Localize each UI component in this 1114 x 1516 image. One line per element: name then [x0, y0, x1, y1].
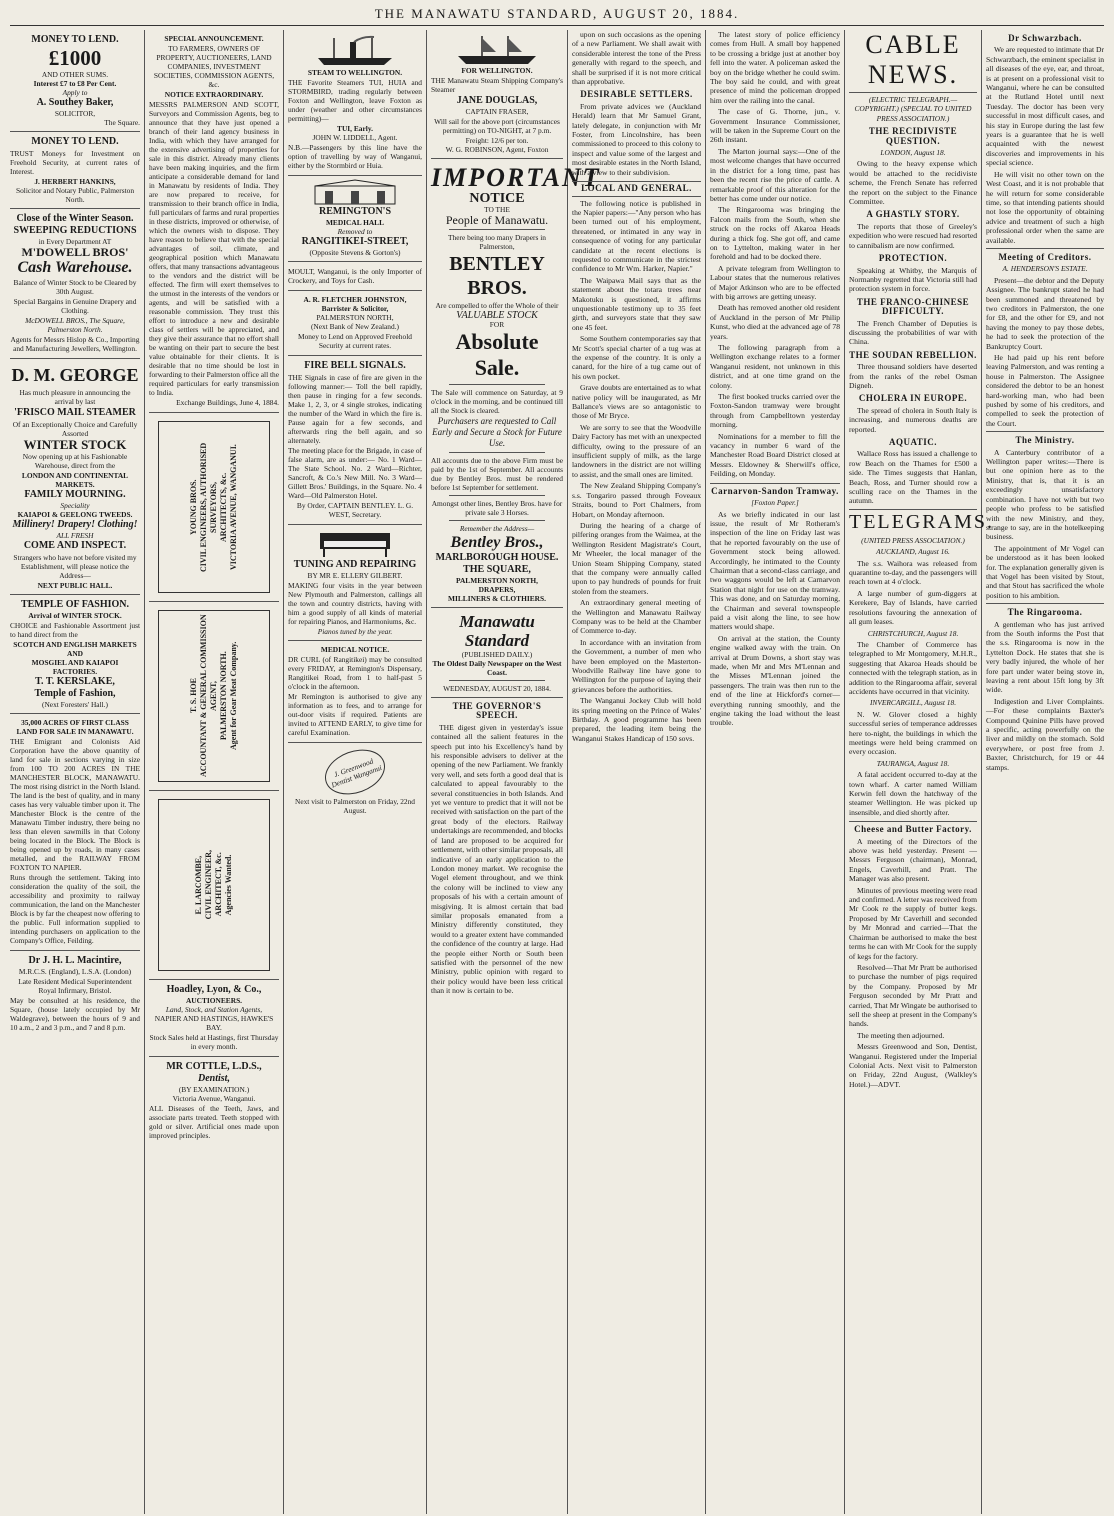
article-continued [572, 30, 701, 743]
item-heading: PROTECTION. [878, 253, 948, 264]
item-dateline: TAURANGA, August 18. [876, 758, 950, 768]
trust-money-ad [10, 132, 140, 209]
local-paragraph: The Marton journal says:—One of the most welcome changes that have occurred in the district for a long time, past has been the recent rise the price of cattle. A remarkable proof of this alteration for the better has come under our notice. [710, 146, 840, 203]
article-heading: DESIRABLE SETTLERS. [580, 89, 693, 100]
ad-title: 35,000 ACRES OF FIRST CLASS LAND FOR SALE IN MANAWATU. [16, 718, 134, 736]
ad-name: REMINGTON'S [318, 206, 392, 217]
card-line: ARCHITECT, &c. [214, 852, 223, 918]
card-line: Agent for Gear Meat Company. [229, 641, 238, 751]
article-heading: Cheese and Butter Factory. [849, 821, 977, 834]
article-body: A gentleman who has just arrived from the South informs the Post that the s.s. Ringarooma is now in the Lyttelton Dock. He states that she is very badly injured, the whole of her fore part under water being stove in, leaving a rent about 15ft long by 3ft wide. [986, 619, 1104, 695]
column-3 [284, 30, 427, 1514]
local-paragraph: The Ringarooma was bringing the Falcon mails from the South, when she struck on the rocks off Akaroa Heads during a thick fog. She got off, and came on to Lyttelton, making water in her forehold and had to be docked there. [710, 205, 840, 262]
item-body: A fatal accident occurred to-day at the town wharf. A carter named William Kerwin fell down the hatchway of the steamer Wellington. He was picked up insensible, and died shortly after. [849, 770, 977, 817]
ad-amount: £1000 [48, 46, 102, 70]
article-heading: Meeting of Creditors. [998, 251, 1092, 262]
ad-agents: Agents for Messrs Hislop & Co., Importing and Manufacturing Jewellers, Wellington. [10, 335, 140, 353]
ad-title: TUNING AND REPAIRING [293, 559, 417, 570]
article-body: THE digest given in yesterday's issue contained all the salient features in the speech put into his Excellency's hand by his responsible advisers to deliver at the opening of the new Parliament. We frankly very well, and sets forth a good deal that is calculated to appeal favourably to the several constituencies in both Islands. And yet we venture to predict that it will not be received with satisfaction on the part of the great body of the electors. Railway undertakings are recommended, and blocks of land are proposed to be acquired for settlement, with other similar proposals, all indicative of an early application to the London money market. We recognise the Vogel element throughout, and we think the colony will be inclined to view any proposals of his with a certain amount of misgiving. It is almost certain that bad similar proposals emanated from a Ministry differently constituted, they would to a greater extent have commanded the confidence of the country at large. Had the people either North or South been satisfied with the personnel of the new Ministry, public opinion with regard to their policy would have been less critical than it now is certain to be. [431, 722, 563, 996]
ad-title: FOR WELLINGTON. [461, 66, 533, 75]
ad-body: TRUST Moneys for Investment on Freehold Security, at current rates of Interest. [10, 149, 140, 176]
ad-nb: N.B.—Passengers by this line have the option of travelling by way of Wanganui, either by the Stormbird or Huia. [288, 143, 422, 170]
column-8 [982, 30, 1108, 1514]
item-dateline: INVERCARGILL, August 18. [869, 698, 957, 708]
column-4 [427, 30, 601, 1514]
ad-body: The meeting place for the Brigade, in case of false alarm, are as under:— No. 1 Ward—The State School. No. 2 Ward—Richter, Sancroft, & Co.'s New Mill. No. 3 Ward—Gillett Bros.' Buildings, in the Square. No. 4 Ward—Old Palmerston Hotel. [288, 446, 422, 500]
article-sub: A. HENDERSON'S ESTATE. [1002, 264, 1088, 274]
ad-line: TUI, Early. [337, 124, 373, 133]
greenwood-ad [288, 743, 422, 820]
item-body: The French Chamber of Deputies is discussing the probabilities of war with China. [849, 318, 977, 347]
column-7 [845, 30, 994, 1514]
telegram-items [849, 547, 977, 1089]
ad-bentley: BENTLEY BROS. [449, 253, 545, 299]
steam-wellington-ad [288, 30, 422, 176]
card-text [194, 850, 234, 919]
ad-palm: PALMERSTON NORTH, [455, 576, 538, 585]
ad-line: KAIAPOI & GEELONG TWEEDS. [17, 510, 133, 519]
column-6 [706, 30, 845, 1514]
card-line: CIVIL ENGINEERS, AUTHORISED SURVEYORS, [199, 442, 218, 572]
item-heading: THE SOUDAN REBELLION. [849, 349, 977, 360]
column-1 [6, 30, 145, 1514]
telegrams-heading: TELEGRAMS. [849, 510, 994, 533]
ad-line: M.R.C.S. (England), L.S.A. (London) [18, 967, 132, 976]
ad-compelled: Are compelled to offer the Whole of their [435, 301, 559, 310]
business-card-frame [158, 610, 270, 782]
paper-date: WEDNESDAY, AUGUST 20, 1884. [443, 684, 551, 693]
ad-body: Special Bargains in Genuine Drapery and Clothing. [13, 297, 137, 315]
governors-speech-article [431, 702, 563, 996]
item-body: The Chamber of Commerce has telegraphed to Mr Montgomery, M.H.R., suggesting that Akaroa Heads should be connected with the telegraph station, as in addition to the Ringarooma affair, several accidents have occurred in that vicinity. [849, 639, 977, 696]
local-paragraph: The Waipawa Mail says that as the statement about the totara trees near Makotuku is questioned, it affirms unquestionable testimony up to 35 feet girth, and surveyors state that they saw one 45 feet. [572, 275, 701, 332]
article-heading: Carnarvon-Sandon Tramway. [710, 483, 840, 496]
ad-line: Stock Sales held at Hastings, first Thursday in every month. [149, 1033, 279, 1051]
ad-line: PALMERSTON NORTH, [316, 313, 394, 322]
card-name: YOUNG BROS. [189, 479, 198, 535]
ad-line: T. T. KERSLAKE, [35, 676, 115, 687]
telegrams-credit: (UNITED PRESS ASSOCIATION.) [861, 535, 965, 545]
ad-square: THE SQUARE, [463, 564, 531, 575]
money-to-lend-ad [10, 30, 140, 132]
ad-body: MESSRS PALMERSON AND SCOTT, Surveyors and Commission Agents, beg to announce that they have just opened a branch of their land agency business in India, with which they have arranged for the extensive advertising of properties for sale in this district. Already many clients have been making inquiries, and the firm anticipate a considerable demand for land in Manawatu by residents of India. They are now prepared to receive, for transmission to their branch office in India, full particulars of farms and rural properties in these districts, improved or otherwise, of which the owners wish to dispose. They have reason to believe that with the special advantages of soil, climate, and geographical position which Manawatu offers, that many transactions advantageous to the vendors and the district will be effected. The firm will exert themselves to the utmost in the interests of the vendors or agents, and will be satisfied with a reasonable commission. They trust this effort to introduce a new and desirable class of settlers will be appreciated, and they give their assurance that no effort shall be wanting on their part to secure the best value obtainable for their clients. It is desirable that no time should be lost in forwarding to their Palmerston office all the required particulars for early transmission to India. [149, 100, 279, 397]
cable-items [849, 127, 977, 506]
ad-notice: NOTICE EXTRAORDINARY. [164, 90, 264, 99]
item-body: Owing to the heavy expense which would be attached to the recidiviste scheme, the French Senate has referred the report on the subject to the Finance Committee. [849, 159, 977, 207]
card-name: T. S. HOE [189, 678, 198, 714]
ad-title: FIRE BELL SIGNALS. [304, 360, 406, 371]
ad-to-the: TO THE [484, 205, 510, 214]
card-name: E. LARCOMBE, [194, 855, 203, 915]
ministry-article [986, 431, 1104, 600]
medical-hall-illustration [305, 180, 405, 206]
ad-name: D. M. GEORGE [11, 365, 139, 385]
ad-title: TEMPLE OF FASHION. [20, 599, 130, 610]
business-card-frame [158, 421, 270, 593]
ad-line: Of an Exceptionally Choice and Carefully Assorted [12, 420, 138, 438]
young-bros-card [149, 413, 279, 602]
card-line: PALMERSTON NORTH. [219, 651, 228, 741]
business-card-frame [158, 799, 270, 971]
article-body: He had paid up his rent before leaving Palmerston, and was renting a house in Palmerston. The Assignee considered the debtor to be an honest hard-working man, who had been pushed by some of his creditors, and compelled to seek the protection of the Court. [986, 353, 1104, 428]
ad-line: May be consulted at his residence, the Square, (house lately occupied by Mr Waldegrave), between the hours of 9 and 10 a.m., 2 and 3 p.m., and 7 and 8 p.m. [10, 996, 140, 1032]
rule [449, 384, 545, 385]
ad-absolute: Absolute Sale. [455, 329, 539, 380]
ad-line: WINTER STOCK [23, 437, 127, 452]
local-paragraph: The case of G. Thorne, jun., v. Government Insurance Commissioner, will be taken in the Supreme Court on the 26th instant. [710, 107, 840, 145]
ad-body: The Sale will commence on Saturday, at 9 o'clock in the morning, and be continued till all the Stock is cleared. [431, 388, 563, 415]
moult-ad [288, 262, 422, 291]
ad-sub: AND OTHER SUMS. [41, 70, 109, 79]
ad-line: Arrival of WINTER STOCK. [28, 611, 122, 620]
ad-name: Hoadley, Lyon, & Co., [166, 984, 262, 995]
fire-bell-ad [288, 356, 422, 525]
ad-captain: CAPTAIN FRASER, [465, 107, 529, 116]
article-heading: The Ministry. [1015, 435, 1075, 446]
ad-drapers: There being too many Drapers in Palmerston, [448, 233, 546, 251]
ad-for: FOR [489, 320, 505, 329]
land-sale-ad [10, 714, 140, 951]
item-body: The spread of cholera in South Italy is increasing, and numerous deaths are reported. [849, 405, 977, 434]
ad-role: Solicitor and Notary Public, Palmerston North. [15, 186, 135, 204]
local-paragraph: We are sorry to see that the Woodville Dairy Factory has met with an unexpected difficulty, owing to the pressure of an insufficient supply of milk, as the large landowners in the district are not willing to assist, and the small ones are limited. [572, 422, 701, 479]
schwarzbach-article [986, 34, 1104, 245]
ad-body: Balance of Winter Stock to be Cleared by 30th August. [13, 278, 137, 296]
ad-horses: Amongst other lines, Bentley Bros. have for private sale 3 Horses. [431, 499, 563, 517]
item-body: Speaking at Whitby, the Marquis of Normanby regretted that Victoria still had protection system in force. [849, 265, 977, 294]
article-heading: The Ringarooma. [1007, 607, 1083, 618]
special-announcement-ad [149, 30, 279, 413]
rule [449, 452, 545, 453]
columns [6, 30, 1108, 1514]
ship-illustration [452, 34, 542, 66]
ad-name: A. Southey Baker, [36, 97, 114, 108]
item-dateline: CHRISTCHURCH, August 18. [867, 628, 959, 638]
jane-douglas-ad [431, 30, 563, 159]
paper-sub: (PUBLISHED DAILY.) [461, 650, 533, 659]
local-paragraph: In accordance with an invitation from the Government, a number of men who have been employed on the Masterton-Woodville Railway line have gone to Wellington for the purpose of laying their grievances before the authorities. [572, 637, 701, 694]
ad-body: Mr Remington is authorised to give any information as to fees, and to arrange for out-door visits if required. Patients are invited to ATTEND EARLY, to give time for careful Examination. [288, 692, 422, 737]
ad-line: Late Resident Medical Superintendent Royal Infirmary, Bristol. [18, 977, 132, 995]
item-body: The reports that those of Greeley's expedition who were rescued had resorted to cannibalism are now confirmed. [849, 221, 977, 250]
ad-agent: JOHN W. LIDDELL, Agent. [312, 133, 398, 142]
ad-line: Strangers who have not before visited my Establishment, will please notice the Address— [13, 553, 137, 580]
ad-place: The Square. [104, 118, 140, 127]
ad-line: RANGITIKEI-STREET, [301, 236, 409, 247]
rule [449, 520, 545, 521]
bentley-sale-ad [431, 159, 601, 608]
dentist-card [319, 742, 392, 803]
ad-name: J. HERBERT HANKINS, [34, 177, 116, 186]
ad-name: A. R. FLETCHER JOHNSTON, [303, 295, 407, 304]
paper-masthead [431, 608, 563, 698]
local-paragraph: The following paragraph from a Wellington exchange relates to a former Wanganui resident, not unknown in this district, and at one time grand on the colony. [710, 343, 840, 390]
ad-foot: Pianos tuned by the year. [317, 627, 393, 636]
article-body: Minutes of previous meeting were read and confirmed. A letter was received from Mr Cook re the supply of butter kegs. Proposed by Mr Caverhill and seconded by Mr Monrad and carried—That the Chairman be authorised to make the best terms he can with Mr Cook for the supply of kegs for the factory. [849, 885, 977, 961]
ad-line: MEDICAL HALL [325, 218, 385, 227]
item-heading: A GHASTLY STORY. [866, 209, 960, 220]
article-heading: LOCAL AND GENERAL. [572, 181, 701, 196]
ad-sign: Exchange Buildings, June 4, 1884. [176, 398, 279, 407]
item-heading: CHOLERA IN EUROPE. [858, 393, 968, 404]
ad-people: People of Manawatu. [445, 213, 549, 227]
ad-line: Millinery! Drapery! Clothing! [12, 519, 138, 530]
ad-head: Close of the Winter Season. [16, 213, 134, 224]
ad-body: THE Emigrant and Colonists Aid Corporation have the above quantity of land for sale in sections varying in size from 100 TO 200 ACRES IN THE MANCHESTER BLOCK, MANAWATU. The most rising district in the North Island. The land is the best of quality, and in many cases has very valuable timber upon it. The Manchester Block is the centre of the Manawatu Timber industry, there being no less than eleven sawmills in that Colony being located in the Block. The Block is being opened up by roads, in many cases metalled, and the RAILWAY FROM FOXTON TO NAPIER. [10, 737, 140, 872]
article-body: A Canterbury contributor of a Wellington paper writes:—There is but one opinion here as to the Ministry, that is, that it is an exceedingly unsatisfactory combination. I have not with but two people who profess to be satisfied with the new Ministry, and they, strange to say, are in the hotelkeeping business. [986, 447, 1104, 542]
item-heading: AQUATIC. [888, 437, 938, 447]
ad-line: (Next Bank of New Zealand.) [310, 322, 400, 331]
article-body: The appointment of Mr Vogel can be understood as it has been looked for. The explanation generally given is that Vogel has been visited by Stout, and that Stout has sacrificed the whole position to his ambition. [986, 543, 1104, 600]
ad-line: CHOICE and Fashionable Assortment just to hand direct from the [10, 621, 140, 639]
ad-line: ALL FRESH [56, 531, 94, 540]
ad-sub: in Every Department AT [38, 237, 112, 246]
ad-valuable: VALUABLE STOCK [456, 310, 538, 321]
article-body: On arrival at the station, the County engine walked away with the train. On arrival at Drum Downs, a short stay was made, when Mr and Mrs M'Lennan and the Misses M'Lennan joined the passengers. The train was then run to the end of the line at Hickford's corner—everything running smoothly, and the engine taking the load without the least trouble. [710, 633, 840, 728]
ad-line: Dentist, [198, 1073, 230, 1084]
ad-title: MEDICAL NOTICE. [320, 645, 390, 654]
card-text [189, 611, 239, 781]
article-body: Present—the debtor and the Deputy Assignee. The bankrupt stated he had been summoned and threatened by two creditors in Palmerston, the one for £8, and the other for £9, and not having the money to pay those debts, he had to seek the protection of the Bankruptcy Court. [986, 275, 1104, 351]
item-body: Wallace Ross has issued a challenge to row Beach on the Thames for £500 a side. The Times suggests that Hanlan, Beach, Ross, and Turner should row a sculling race on the Thames in the autumn. [849, 449, 977, 506]
tuning-ad [288, 525, 422, 641]
ad-line: (BY EXAMINATION.) [178, 1085, 250, 1094]
ad-line: FAMILY MOURNING. [24, 489, 126, 500]
article-body: We are requested to intimate that Dr Schwarzbach, the eminent specialist in all diseases of the eye, ear, and throat, is at present on a professional visit to Wanganui, where he can be consulted at the Rutland Hotel until next Tuesday. The doctor has been very successful in most difficult cases, and his stay in Europe during the last few years is a guarantee that he is well acquainted with the newest discoveries and improvements in his special science. [986, 45, 1104, 168]
ad-body: THE Signals in case of fire are given in the following manner:— Toll the bell rapidly, then pause in ringing for a few seconds. Make 1, 2, 3, or 4 single strokes, indicating the number of the Ward in which the fire is. Pause again for a few seconds, and afterwards ring the bell again, and so alternately. [288, 373, 422, 445]
item-heading: THE FRANCO-CHINESE DIFFICULTY. [856, 296, 970, 317]
rule [449, 229, 545, 230]
larcombe-card [149, 791, 279, 980]
ringarooma-article [986, 603, 1104, 772]
local-continued [710, 30, 840, 728]
article-body: Resolved—That Mr Pratt be authorised to purchase the number of pigs required by the Company. Proposed by Mr Ferguson seconded by Mr Pratt and carried, That Mr Wingate be authorised to sell the sheep at present in the Company's hands. [849, 962, 977, 1029]
ad-line: Has much pleasure in announcing the arrival by last [19, 388, 131, 406]
ad-remember: Remember the Address— [459, 524, 535, 533]
masthead: THE MANAWATU STANDARD, AUGUST 20, 1884. [10, 6, 1104, 26]
ad-body: Will sail for the above port (circumstances permitting) on TO-NIGHT, at 7 p.m. [434, 117, 560, 135]
ad-marlborough: MARLBOROUGH HOUSE. [435, 552, 559, 563]
ad-body: MAKING four visits in the year between New Plymouth and Palmerston, callings all the town and country districts, having with him a good supply of all kinds of material for repairing Pianos, and Harmoniums, &c. [288, 581, 422, 626]
card-line: Agencies Wanted. [224, 854, 233, 916]
article-body: A meeting of the Directors of the above was held yesterday. Present — Messrs Ferguson (chairman), Monrad, Engels, Caverhill, and Pratt. The Manager was also present. [849, 836, 977, 884]
local-paragraph: Some Southern contemporaries say that Mr Scott's special charter of a tug was at the expense of the country. It is only a canard, for the hire of a tug came out of his own pocket. [572, 334, 701, 381]
ad-body: DR CURL (of Rangitikei) may be consulted every FRIDAY, at Remington's Dispensary, Rangitikei Road, from 1 to half-past 5 o'clock in the afternoon. [288, 655, 422, 691]
ad-body: MOULT, Wanganui, is the only Importer of Crockery, and Toys for Cash. [288, 267, 422, 285]
cable-credit: (ELECTRIC TELEGRAPH.—COPYRIGHT.) (SPECIAL TO UNITED PRESS ASSOCIATION.) [854, 95, 972, 123]
ad-line: AUCTIONEERS. [185, 996, 243, 1005]
ad-interest: Interest £7 to £8 Per Cent. [33, 79, 117, 88]
paper-title: Manawatu Standard [459, 612, 535, 650]
ad-line: (Next Foresters' Hall.) [42, 700, 108, 709]
ad-line: ALL Diseases of the Teeth, Jaws, and associate parts treated. Teeth stopped with gold or silver. Artificial ones made upon improved principles. [149, 1104, 279, 1140]
ad-line: LONDON AND CONTINENTAL MARKETS. [21, 471, 129, 489]
johnston-ad [288, 291, 422, 356]
creditors-article [986, 248, 1104, 428]
ad-line: 'FRISCO MAIL STEAMER [14, 407, 136, 418]
ad-title: MONEY TO LEND. [31, 136, 119, 147]
ad-line: Now opening up at his Fashionable Warehouse, direct from the [22, 452, 128, 470]
remington-ad [288, 176, 422, 262]
ad-ship: JANE DOUGLAS, [456, 95, 538, 106]
steamer-illustration [310, 34, 400, 68]
ad-name: M'DOWELL BROS' [21, 245, 129, 259]
ad-line: Money to Lend on Approved Freehold Security at current rates. [298, 332, 412, 350]
ad-sweeping: SWEEPING REDUCTIONS [13, 225, 137, 236]
ad-by: BY MR E. ELLERY GILBERT. [307, 571, 403, 580]
item-body: The s.s. Waihora was released from quarantine to-day, and the passengers will reach town at 4 o'clock. [849, 558, 977, 587]
temple-of-fashion-ad [10, 595, 140, 714]
cottle-ad [149, 1057, 279, 1145]
ad-line: Victoria Avenue, Wanganui. [172, 1094, 256, 1103]
ad-line: NEXT PUBLIC HALL. [37, 581, 113, 590]
ad-sign: By Order, CAPTAIN BENTLEY. L. G. WEST, Secretary. [296, 501, 414, 519]
article-body: Indigestion and Liver Complaints.—For these complaints Baxter's Compound Quinine Pills have proved a specific, acting powerfully on the liver and mildly on the stomach. Sold everywhere, or post free from J. Baxter, Christchurch, for 19 or 44 stamps. [986, 696, 1104, 772]
card-line: ARCHITECTS, &c. [219, 472, 228, 542]
local-paragraph: Nominations for a member to fill the vacancy in number 6 ward of the Manchester Road Board District closed at Messrs. Eldowney & Sherwill's office, Feilding, on Monday. [710, 431, 840, 479]
column-5 [568, 30, 706, 1514]
local-paragraph: The Wanganui Jockey Club will hold its spring meeting on the Prince of Wales' Birthday. A good programme has been prepared, the leading item being the Wanganui Stakes Handicap of 150 sovs. [572, 696, 701, 743]
ad-agent: W. G. ROBINSON, Agent, Foxton [445, 145, 549, 154]
local-paragraph: During the hearing of a charge of pilfering oranges from the Waimea, at the Wellington Resident Magistrate's Court, Mr Wheeler, the local manager of the Union Steam Shipping Company, stated that the company were annually called upon to pay hundreds of pounds for fruit stolen from the steamers. [572, 520, 701, 596]
card-line: VICTORIA AVENUE, WANGANUI. [229, 444, 238, 570]
item-body: A large number of gum-diggers at Kerekere, Bay of Islands, have carried resolutions favouring the annexation of all gum leases. [849, 588, 977, 627]
article-body: As we briefly indicated in our last issue, the result of Mr Rotheram's inspection of the line on Friday last was that he reported favourably on the use of Government stock being allowed. Accordingly, he intimated to the County Chairman that a second-class carriage, and two waggons would be left at Carnarvon Station that night for use on the tramway. This was done, and on Saturday morning, the Chairman and several townspeople paid a visit along the line, to see how matters would shape. [710, 509, 840, 632]
card-text [189, 422, 239, 592]
mcdowell-ad [10, 209, 140, 359]
ad-purchasers: Purchasers are requested to Call Early and Secure a Stock for Future Use. [432, 416, 562, 448]
item-body: N. W. Glover closed a highly successful series of temperance addresses here to-night, the buildings in which the meetings were held being crammed on every occasion. [849, 709, 977, 757]
local-paragraph: Death has removed another old resident of Auckland in the person of Mr Philip Kunst, who died at the advanced age of 78 years. [710, 303, 840, 341]
hoadley-ad [149, 980, 279, 1057]
ad-line: NAPIER AND HASTINGS, HAWKE'S BAY. [154, 1014, 274, 1032]
paper-oldest: The Oldest Daily Newspaper on the West Coast. [432, 659, 562, 677]
ad-sign: McDOWELL BROS., The Square, Palmerston North. [25, 316, 125, 334]
piano-illustration [310, 529, 400, 559]
local-paragraph: The following notice is published in the Napier papers:—"Any person who has been turned out of his employment, threatened, or intimated in any way in consequence of voting for any particular candidate at the recent elections is requested to communicate in the strictest confidence to Mr Wm. Harker, Napier." [572, 198, 701, 274]
ad-line: (Opposite Stevens & Gorton's) [309, 248, 401, 257]
ad-cash: Cash Warehouse. [17, 259, 133, 276]
local-paragraph: Grave doubts are entertained as to what native policy will be inaugurated, as Mr Ballance's views are so antagonistic to those of Mr Bryce. [572, 383, 701, 421]
george-ad [10, 359, 140, 595]
card-line: CIVIL ENGINEER, [204, 850, 213, 920]
ad-line: COME AND INSPECT. [23, 540, 127, 551]
article-body: The meeting then adjourned. [857, 1030, 945, 1040]
ad-body: THE Favorite Steamers TUI, HUIA and STORMBIRD, trading regularly between Foxton and Wellington, leave Foxton as under (weather and other circumstances permitting)— [288, 78, 422, 123]
column-2 [145, 30, 284, 1514]
ad-line: Temple of Fashion, [34, 688, 116, 699]
ad-freight: Freight: 12/6 per ton. [465, 136, 529, 145]
card-line: ACCOUNTANT & GENERAL COMMISSION AGENT, [199, 614, 218, 778]
ad-title: MONEY TO LEND. [31, 34, 119, 45]
local-paragraph: A private telegram from Wellington to Labour states that the numerous relatives of Major Atkinson who are to be effected with big arrows are getting uneasy. [710, 263, 840, 301]
article-body: He will visit no other town on the West Coast, and it is not probable that he will return for some considerable time, so that intending patients should not lose the opportunity of obtaining advice and treatment of such a high professional order when the same are available. [986, 169, 1104, 245]
ad-name: MR COTTLE, L.D.S., [166, 1061, 262, 1072]
cable-news-heading: CABLE NEWS. [849, 30, 977, 93]
ad-line: Land, Stock, and Station Agents, [165, 1005, 263, 1014]
item-dateline: LONDON, August 18. [880, 148, 946, 158]
ad-role: SOLICITOR, [54, 109, 96, 118]
rule [449, 495, 545, 496]
article-body: upon on such occasions as the opening of a new Parliament. We shall await with considerable interest the tone of the Press generally with regard to the speech, and shall be surprised if it is not more critical than approbative. [572, 30, 701, 87]
ad-bentley-script: Bentley Bros., [450, 534, 544, 551]
ad-drapers2: DRAPERS, [478, 585, 516, 594]
macintire-ad [10, 951, 140, 1037]
ad-line: Barrister & Solicitor, [321, 304, 389, 313]
item-dateline: AUCKLAND, August 16. [876, 547, 950, 557]
article-body: Messrs Greenwood and Son, Dentist, Wanganui. Registered under the Imperial Colonial Acts. Next visit to Palmerston on Friday, 22nd August, (Walkley's Hotel.)—ADVT. [849, 1042, 977, 1089]
ad-line: MOSGIEL AND KAIAPOI FACTORIES. [31, 658, 119, 676]
ad-line: Removed to [337, 227, 373, 236]
local-paragraph: An extraordinary general meeting of the Wellington and Manawatu Railway Company was to be held at the Chamber of Commerce to-day. [572, 598, 701, 636]
ad-name: Dr J. H. L. Macintire, [28, 955, 122, 966]
ad-line: SCOTCH AND ENGLISH MARKETS AND [13, 640, 137, 658]
rule [449, 680, 545, 681]
item-body: Three thousand soldiers have deserted from the ranks of the rebel Osman Digneh. [849, 362, 977, 390]
card-text: J. Greenwood Dentist Wanganui [330, 756, 383, 790]
ad-body: Runs through the settlement. Taking into consideration the quality of the soil, the accessibility and proximity to railway communication, the land on the Manchester Block is by far the cheapest now offering to the public. Full information supplied to intending purchasers on application to the Company's Office, Feilding. [10, 873, 140, 945]
article-heading: THE GOVERNOR'S SPEECH. [452, 701, 542, 721]
ad-notice: NOTICE [469, 191, 525, 206]
hoe-card [149, 602, 279, 791]
ad-to: TO FARMERS, OWNERS OF PROPERTY, AUCTIONEERS, LAND COMPANIES, INVESTMENT SOCIETIES, COMMISSION AGENTS, &c. [153, 44, 275, 89]
item-heading: THE RECIDIVISTE QUESTION. [868, 126, 958, 146]
ad-apply: Apply to [62, 88, 88, 97]
ad-accounts: All accounts due to the above Firm must be paid by the 1st of September. All accounts due by Bentley Bros. must be rendered before 1st September for settlement. [431, 456, 563, 492]
local-paragraph: The New Zealand Shipping Company's s.s. Tongariro passed through Foveaux Straits, bound to Port Chalmers, from Hobart, on Monday afternoon. [572, 481, 701, 519]
ad-line: Speciality [60, 501, 90, 510]
ad-title: STEAM TO WELLINGTON. [307, 68, 403, 77]
local-paragraph: The latest story of police efficiency comes from Hull. A small boy happened to be crossing a bridge just at another boy fell into the water. A policeman asked the boy on the bridge whether he could swim. The boy said he could, and with great presence of mind the policeman dropped him over the railing into the canal. [710, 30, 840, 105]
article-source: [Foxton Paper.] [751, 498, 799, 508]
local-paragraph: The first booked trucks carried over the Foxton-Sandon tramway were brought through from Campbelltown yesterday morning. [710, 392, 840, 430]
article-heading: Dr Schwarzbach. [1008, 33, 1082, 43]
medical-notice-ad [288, 641, 422, 743]
ad-milliners: MILLINERS & CLOTHIERS. [448, 594, 546, 603]
ad-important: IMPORTANT [431, 163, 601, 192]
ad-note: Next visit to Palmerston on Friday, 22nd August. [294, 797, 416, 815]
ad-title: SPECIAL ANNOUNCEMENT. [164, 34, 264, 43]
ad-body: THE Manawatu Steam Shipping Company's Steamer [431, 76, 563, 94]
article-body: From private advices we (Auckland Herald) learn that Mr Samuel Grant, lately delegate, in conjunction with Mr Foster, from Lincolnshire, has been commissioned to proceed to this colony to inspect and value some of the largest and most desirable estates in the North Island, with a view to their subdivision. [572, 101, 701, 177]
